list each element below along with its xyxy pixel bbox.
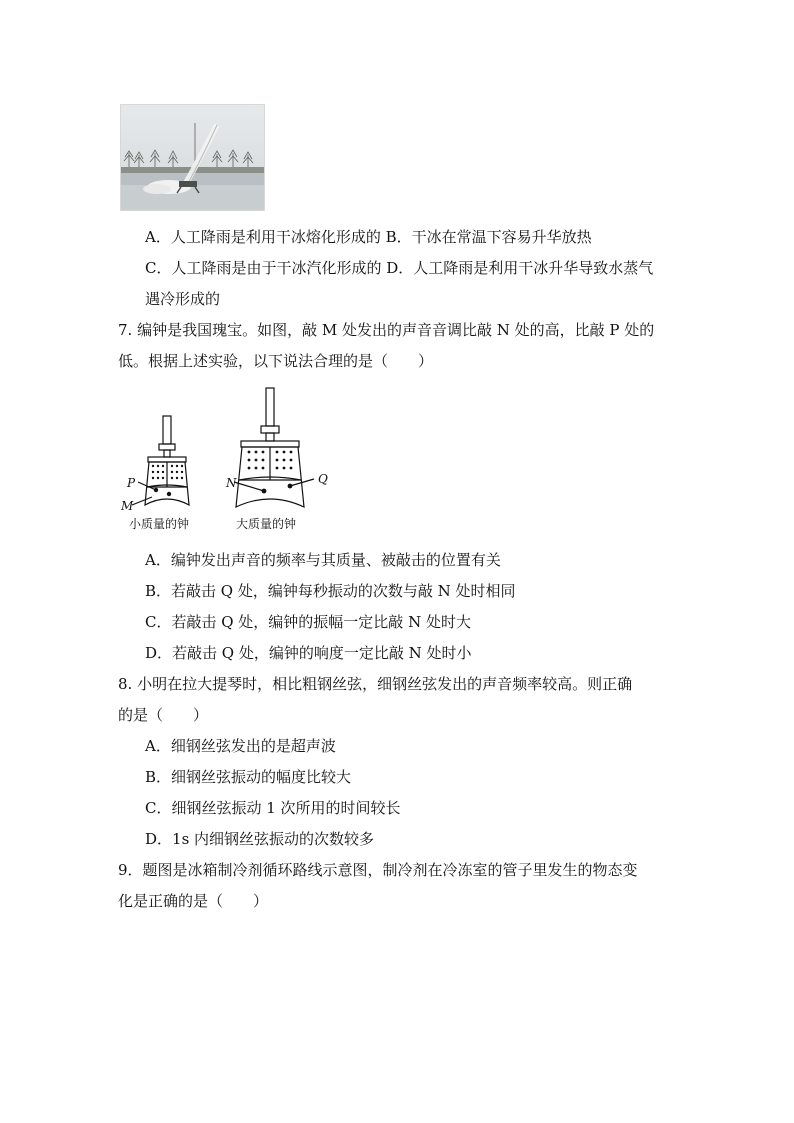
q7-option-c: C．若敲击 Q 处，编钟的振幅一定比敲 N 处时大 [145, 613, 471, 631]
q7-stem-line2: 低。根据上述实验，以下说法合理的是（ ） [118, 352, 434, 370]
small-bell-drawing [145, 416, 189, 505]
label-m: M [121, 499, 134, 513]
label-p: P [127, 476, 136, 490]
q6-option-d-continued: 遇冷形成的 [145, 290, 221, 308]
point-q [288, 484, 293, 489]
q9-stem-line1: 9．题图是冰箱制冷剂循环路线示意图，制冷剂在冷冻室的管子里发生的物态变 [118, 861, 638, 879]
label-q: Q [318, 472, 328, 486]
rocket-launch-illustration [121, 105, 265, 211]
q7-option-a: A．编钟发出声音的频率与其质量、被敲击的位置有关 [145, 551, 501, 569]
q7-stem-line1: 7. 编钟是我国瑰宝。如图，敲 M 处发出的声音音调比敲 N 处的高，比敲 P 处的 [118, 321, 655, 339]
point-p [154, 488, 158, 492]
bells-figure [118, 384, 348, 524]
q8-option-d: D．1s 内细钢丝弦振动的次数较多 [145, 830, 375, 848]
large-bell-drawing [236, 388, 304, 507]
q6-option-ab: A．人工降雨是利用干冰熔化形成的 B．干冰在常温下容易升华放热 [145, 228, 592, 246]
q8-stem-line1: 8. 小明在拉大提琴时，相比粗钢丝弦，细钢丝弦发出的声音频率较高。则正确 [118, 675, 633, 693]
q7-option-d: D．若敲击 Q 处，编钟的响度一定比敲 N 处时小 [145, 644, 472, 662]
point-m [167, 492, 171, 496]
q8-option-c: C．细钢丝弦振动 1 次所用的时间较长 [145, 799, 401, 817]
q8-option-a: A．细钢丝弦发出的是超声波 [145, 737, 336, 755]
pointer-m-line [132, 497, 152, 505]
q8-stem-line2: 的是（ ） [118, 706, 209, 724]
label-n: N [226, 476, 237, 490]
q6-option-cd: C．人工降雨是由于干冰汽化形成的 D．人工降雨是利用干冰升华导致水蒸气 [145, 259, 654, 277]
large-bell-caption: 大质量的钟 [236, 517, 297, 531]
point-n [262, 489, 267, 494]
q9-stem-line2: 化是正确的是（ ） [118, 892, 269, 910]
small-bell-caption: 小质量的钟 [129, 517, 190, 531]
q7-option-b: B．若敲击 Q 处，编钟每秒振动的次数与敲 N 处时相同 [145, 582, 516, 600]
q8-option-b: B．细钢丝弦振动的幅度比较大 [145, 768, 352, 786]
rocket-launch-photo [120, 104, 265, 211]
